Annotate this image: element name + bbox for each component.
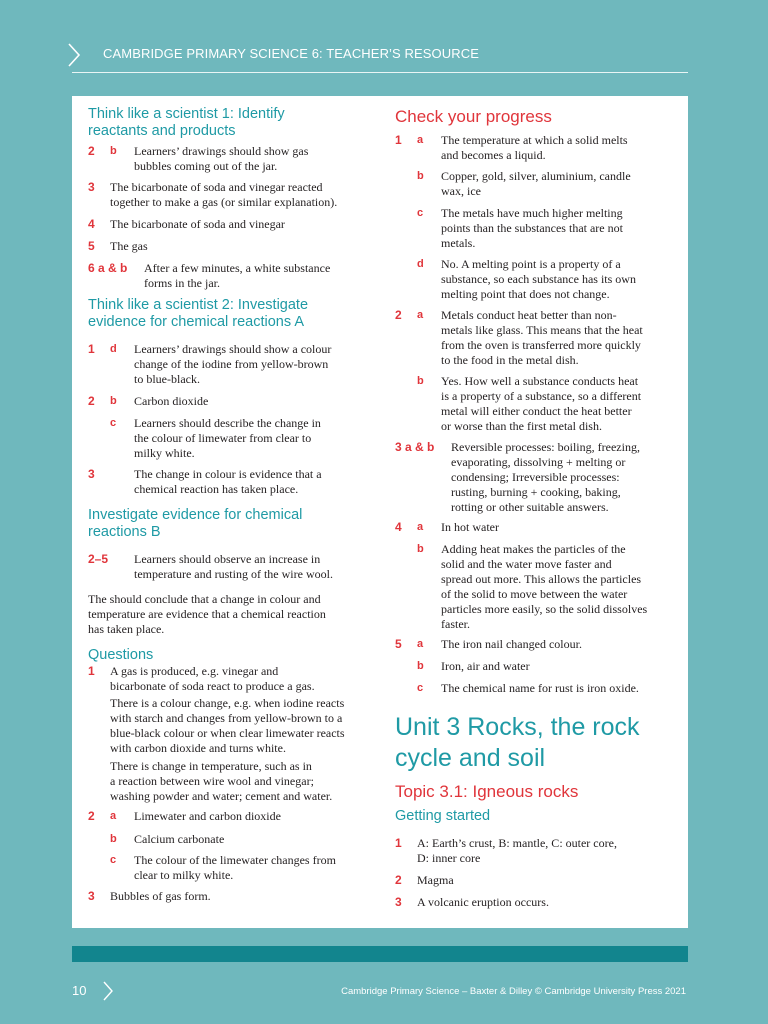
answer-text xyxy=(134,342,331,387)
item-number: 4 xyxy=(88,217,95,231)
text-line: The temperature at which a solid melts xyxy=(441,133,628,147)
answer-text: Magma xyxy=(417,873,454,887)
item-number: 2 xyxy=(88,394,95,408)
heading-line: evidence for chemical reactions A xyxy=(88,314,304,330)
text-line: from the oven is transferred more quickly xyxy=(441,338,641,352)
text-line: to the food in the metal dish. xyxy=(441,353,579,367)
item-letter: c xyxy=(110,417,117,429)
text-line: substance, so each substance has its own xyxy=(441,272,636,286)
text-line: forms in the jar. xyxy=(144,276,220,290)
text-line: of the solid to move between the water xyxy=(441,587,628,601)
item-letter: a xyxy=(110,810,117,822)
text-line: Learners’ drawings should show a colour xyxy=(134,342,332,356)
answer-text: The gas xyxy=(110,239,148,253)
answer-text xyxy=(110,759,332,804)
text-line: temperature and rusting of the wire wool. xyxy=(134,567,333,581)
item-number: 1 xyxy=(395,133,402,147)
section-heading xyxy=(88,297,308,331)
heading-line: Think like a scientist 1: Identify xyxy=(88,106,285,122)
item-number: 3 xyxy=(88,180,95,194)
text-line: is a property of a substance, so a different xyxy=(441,389,642,403)
text-line: to blue-black. xyxy=(134,372,200,386)
text-line: There is a colour change, e.g. when iodine reacts xyxy=(110,696,345,710)
text-line: A: Earth’s crust, B: mantle, C: outer core, xyxy=(417,836,617,850)
text-line: D: inner core xyxy=(417,851,481,865)
answer-text xyxy=(110,696,345,756)
section-heading: Getting started xyxy=(395,808,491,824)
answer-text xyxy=(441,169,631,199)
item-letter: d xyxy=(110,343,117,355)
text-line: together to make a gas (or similar explanation). xyxy=(110,195,338,209)
text-line: evaporating, dissolving + melting or xyxy=(451,455,626,469)
footer-band xyxy=(72,946,688,962)
text-line: Metals conduct heat better than non- xyxy=(441,308,617,322)
answer-text: Carbon dioxide xyxy=(134,394,209,408)
text-line: Copper, gold, silver, aluminium, candle xyxy=(441,169,631,183)
text-line: blue-black colour or when clear limewater reacts xyxy=(110,726,345,740)
answer-text: The chemical name for rust is iron oxide. xyxy=(441,681,639,695)
text-line: clear to milky white. xyxy=(134,868,234,882)
answer-text: Bubbles of gas form. xyxy=(110,889,211,903)
text-line: melting point that does not change. xyxy=(441,287,610,301)
heading-line: Think like a scientist 2: Investigate xyxy=(88,297,309,313)
conclusion-paragraph xyxy=(88,592,326,637)
text-line: metals. xyxy=(441,236,476,250)
answer-text xyxy=(441,133,628,163)
answer-text xyxy=(134,853,336,883)
text-line: Reversible processes: boiling, freezing, xyxy=(451,440,640,454)
text-line: the colour of limewater from clear to xyxy=(134,431,312,445)
text-line: faster. xyxy=(441,617,470,631)
heading-line: Unit 3 Rocks, the rock xyxy=(395,713,640,741)
answer-text xyxy=(441,257,636,302)
answer-text xyxy=(134,416,321,461)
text-line: temperature are evidence that a chemical reaction xyxy=(88,607,326,621)
item-number: 5 xyxy=(395,637,402,651)
item-number: 2 xyxy=(395,308,402,322)
text-line: with starch and changes from yellow-brown to a xyxy=(110,711,343,725)
page-number: 10 xyxy=(72,983,87,998)
text-line: rusting, burning + cooking, baking, xyxy=(451,485,621,499)
item-number: 3 a & b xyxy=(395,440,435,454)
item-letter: a xyxy=(417,638,424,650)
answer-text: In hot water xyxy=(441,520,499,534)
item-letter: b xyxy=(417,660,424,672)
item-number: 3 xyxy=(395,895,402,909)
item-number: 2 xyxy=(88,144,95,158)
item-number: 1 xyxy=(395,836,402,850)
item-letter: c xyxy=(417,207,424,219)
answer-text: Iron, air and water xyxy=(441,659,530,673)
text-line: washing powder and water; cement and water. xyxy=(110,789,333,803)
answer-text xyxy=(134,467,322,497)
item-letter: c xyxy=(110,854,117,866)
item-number: 2 xyxy=(88,809,95,823)
content-page xyxy=(72,96,688,928)
item-letter: b xyxy=(110,395,117,407)
item-number: 1 xyxy=(88,664,95,678)
text-line: points than the substances that are not xyxy=(441,221,623,235)
text-line: bubbles coming out of the jar. xyxy=(134,159,278,173)
text-line: Yes. How well a substance conducts heat xyxy=(441,374,639,388)
item-letter: c xyxy=(417,682,424,694)
answer-text: Limewater and carbon dioxide xyxy=(134,809,281,823)
text-line: condensing; Irreversible processes: xyxy=(451,470,620,484)
item-letter: b xyxy=(417,375,424,387)
answer-text xyxy=(441,542,647,632)
item-number: 3 xyxy=(88,889,95,903)
text-line: bicarbonate of soda react to produce a gas. xyxy=(110,679,315,693)
header-divider xyxy=(72,72,688,73)
text-line: spread out more. This allows the particles xyxy=(441,572,642,586)
answer-text xyxy=(441,206,623,251)
page-header xyxy=(0,0,768,74)
chevron-right-icon xyxy=(66,42,82,68)
answer-text xyxy=(144,261,330,291)
text-line: The change in colour is evidence that a xyxy=(134,467,322,481)
answer-text xyxy=(441,374,641,434)
item-number: 5 xyxy=(88,239,95,253)
item-number: 6 a & b xyxy=(88,261,128,275)
text-line: with carbon dioxide and turns white. xyxy=(110,741,286,755)
item-letter: a xyxy=(417,309,424,321)
answer-text: A volcanic eruption occurs. xyxy=(417,895,549,909)
section-heading xyxy=(88,106,285,140)
answer-text: The bicarbonate of soda and vinegar xyxy=(110,217,285,231)
item-letter: b xyxy=(110,145,117,157)
text-line: The should conclude that a change in colour and xyxy=(88,592,321,606)
text-line: chemical reaction has taken place. xyxy=(134,482,299,496)
text-line: rotting or other suitable answers. xyxy=(451,500,609,514)
item-letter: a xyxy=(417,134,424,146)
item-number: 4 xyxy=(395,520,402,534)
heading-line: reactions B xyxy=(88,524,161,540)
item-number: 2–5 xyxy=(88,552,109,566)
heading-line: reactants and products xyxy=(88,123,236,139)
item-number: 3 xyxy=(88,467,95,481)
text-line: The bicarbonate of soda and vinegar reacted xyxy=(110,180,323,194)
answer-text xyxy=(110,180,337,210)
text-line: There is change in temperature, such as in xyxy=(110,759,312,773)
text-line: solid and the water move faster and xyxy=(441,557,612,571)
item-letter: b xyxy=(110,833,117,845)
text-line: The colour of the limewater changes from xyxy=(134,853,336,867)
footer-credit: Cambridge Primary Science – Baxter & Dilley © Cambridge University Press 2021 xyxy=(341,986,686,997)
text-line: Learners should observe an increase in xyxy=(134,552,321,566)
text-line: and becomes a liquid. xyxy=(441,148,546,162)
text-line: wax, ice xyxy=(441,184,481,198)
answer-text xyxy=(417,836,617,866)
answer-text xyxy=(451,440,640,515)
section-heading xyxy=(88,507,302,541)
item-number: 1 xyxy=(88,342,95,356)
answer-text xyxy=(441,308,643,368)
text-line: Adding heat makes the particles of the xyxy=(441,542,626,556)
text-line: After a few minutes, a white substance xyxy=(144,261,331,275)
answer-text xyxy=(134,144,308,174)
section-heading: Check your progress xyxy=(395,107,552,126)
heading-line: cycle and soil xyxy=(395,744,546,772)
unit-title xyxy=(395,712,640,774)
topic-title: Topic 3.1: Igneous rocks xyxy=(395,782,579,801)
answer-text xyxy=(110,664,315,694)
heading-line: Investigate evidence for chemical xyxy=(88,507,303,523)
text-line: metal will either conduct the heat better xyxy=(441,404,632,418)
chevron-right-icon xyxy=(102,980,114,1002)
item-letter: a xyxy=(417,521,424,533)
item-letter: b xyxy=(417,543,424,555)
answer-text: Calcium carbonate xyxy=(134,832,225,846)
section-heading: Questions xyxy=(88,647,154,663)
text-line: No. A melting point is a property of a xyxy=(441,257,621,271)
text-line: particles more easily, so the solid dissolves xyxy=(441,602,648,616)
text-line: The metals have much higher melting xyxy=(441,206,623,220)
text-line: metals like glass. This means that the heat xyxy=(441,323,643,337)
answer-text: The iron nail changed colour. xyxy=(441,637,582,651)
text-line: milky white. xyxy=(134,446,195,460)
text-line: Learners’ drawings should show gas xyxy=(134,144,309,158)
text-line: a reaction between wire wool and vinegar; xyxy=(110,774,314,788)
text-line: or worse than the first metal dish. xyxy=(441,419,602,433)
text-line: has taken place. xyxy=(88,622,165,636)
item-letter: b xyxy=(417,170,424,182)
text-line: Learners should describe the change in xyxy=(134,416,321,430)
text-line: change of the iodine from yellow-brown xyxy=(134,357,329,371)
item-number: 2 xyxy=(395,873,402,887)
answer-text xyxy=(134,552,333,582)
item-letter: d xyxy=(417,258,424,270)
text-line: A gas is produced, e.g. vinegar and xyxy=(110,664,279,678)
header-title: CAMBRIDGE PRIMARY SCIENCE 6: TEACHER’S RESOURCE xyxy=(103,46,479,61)
